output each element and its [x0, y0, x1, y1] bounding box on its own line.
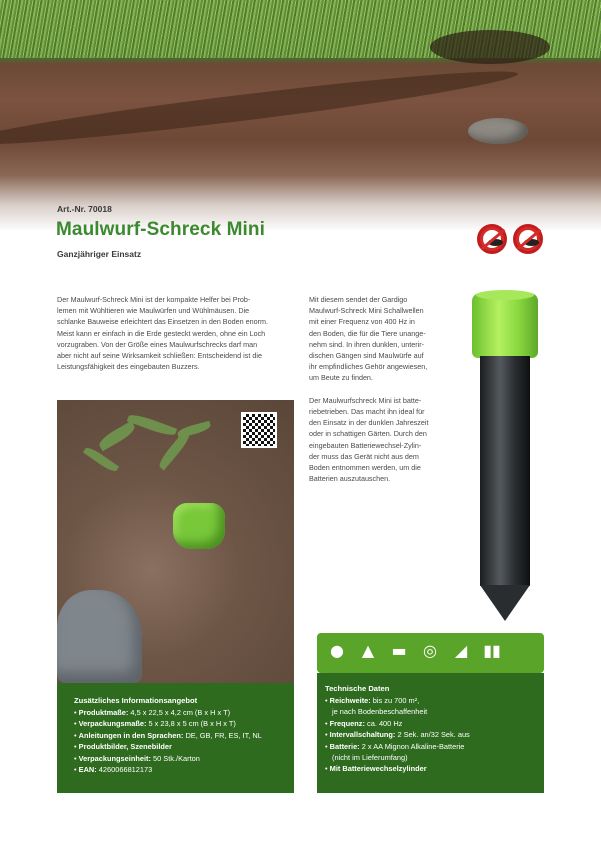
mole-tunnel — [0, 61, 519, 155]
list-item: • EAN: 4260066812173 — [74, 765, 153, 775]
list-item: • Intervallschaltung: 2 Sek. an/32 Sek. aus — [325, 730, 470, 740]
info-box — [57, 683, 294, 793]
page-title: Maulwurf-Schreck Mini — [56, 219, 266, 240]
article-number: Art.-Nr. 70018 — [57, 204, 112, 214]
lawn-icon: ▬ — [391, 641, 407, 660]
no-mole-badge-icon — [477, 224, 507, 254]
device-in-ground — [173, 503, 225, 549]
battery-icon: ▮▮ — [483, 641, 501, 660]
list-item: • Produktbilder, Szenebilder — [74, 742, 172, 752]
device-cap-top — [476, 290, 534, 300]
mole-figure — [468, 118, 528, 144]
tech-data-box — [317, 673, 544, 793]
list-item: • Reichweite: bis zu 700 m², — [325, 696, 420, 705]
sound-wave-icon: ◎ — [423, 641, 437, 660]
mole-hill-icon: ▲ — [361, 641, 375, 660]
page-subtitle: Ganzjähriger Einsatz — [57, 249, 142, 259]
device-spike — [480, 356, 530, 586]
no-vole-badge-icon — [513, 224, 543, 254]
stone — [57, 590, 142, 683]
list-item-continuation: je nach Bodenbeschaffenheit — [332, 707, 428, 717]
list-item: • Frequenz: ca. 400 Hz — [325, 718, 403, 728]
tech-box-heading: Technische Daten — [325, 684, 390, 693]
range-icon: ◢ — [454, 641, 468, 660]
intro-text: Der Maulwurf-Schreck Mini ist der kompakte Helfer bei Prob- lemen mit Wühltieren wie Maulwürfen und Wühlmäusen. Die schlanke Bauweise erleichtert das Einsetzen in den Boden enorm. Meist kann er einfach in die Erde gesteckt werden, ohne ein Loch vorzugraben. Von der Größe eines Maulwurfschrecks darf man aber nicht auf seine Wirksamkeit schließen: Entscheidend ist die Leistungsfähigkeit des eingebauten Buzzers. — [57, 295, 268, 372]
list-item: • Anleitungen in den Sprachen: DE, GB, FR, ES, IT, NL — [74, 730, 262, 740]
info-box-heading: Zusätzliches Informationsangebot — [74, 696, 198, 705]
tech-list — [325, 695, 470, 775]
list-item: • Batterie: 2 x AA Mignon Alkaline-Batterie — [325, 741, 465, 751]
list-item-continuation: (nicht im Lieferumfang) — [332, 753, 408, 763]
qr-code-icon[interactable] — [241, 412, 277, 448]
product-scene-photo — [57, 400, 294, 683]
device-cap — [472, 293, 538, 358]
list-item: • Mit Batteriewechselzylinder — [325, 764, 427, 774]
list-item: • Produktmaße: 4,5 x 22,5 x 4,2 cm (B x H x T) — [74, 708, 231, 717]
hero-soil-image — [0, 0, 601, 230]
list-item: • Verpackungsmaße: 5 x 23,8 x 5 cm (B x H x T) — [74, 719, 236, 729]
feature-icon-strip — [317, 633, 544, 673]
tunnel-opening — [430, 30, 550, 64]
info-list — [74, 707, 262, 775]
device-tip — [480, 585, 530, 621]
list-item: • Verpackungseinheit: 50 Stk./Karton — [74, 753, 200, 763]
description-text: Mit diesem sendet der Gardigo Maulwurf-Schreck Mini Schallwellen mit einer Frequenz von 400 Hz in den Boden, die für die Tiere unange- nehm sind. In ihren dunklen, unterir- dischen Gängen sind Maulwürfe auf ihr empfindliches Gehör angewiesen, um Beute zu finden. Der Maulwurfschreck Mini ist batte- riebetrieben. Das macht ihn ideal für den Einsatz in der dunklen Jahreszeit oder in schattigen Gärten. Durch den eingebauten Batteriewechsel-Zylin- der muss das Gerät nicht aus dem Boden entnommen werden, um die Batterien auszutauschen. — [309, 295, 429, 484]
tree-icon: ● — [330, 641, 344, 660]
